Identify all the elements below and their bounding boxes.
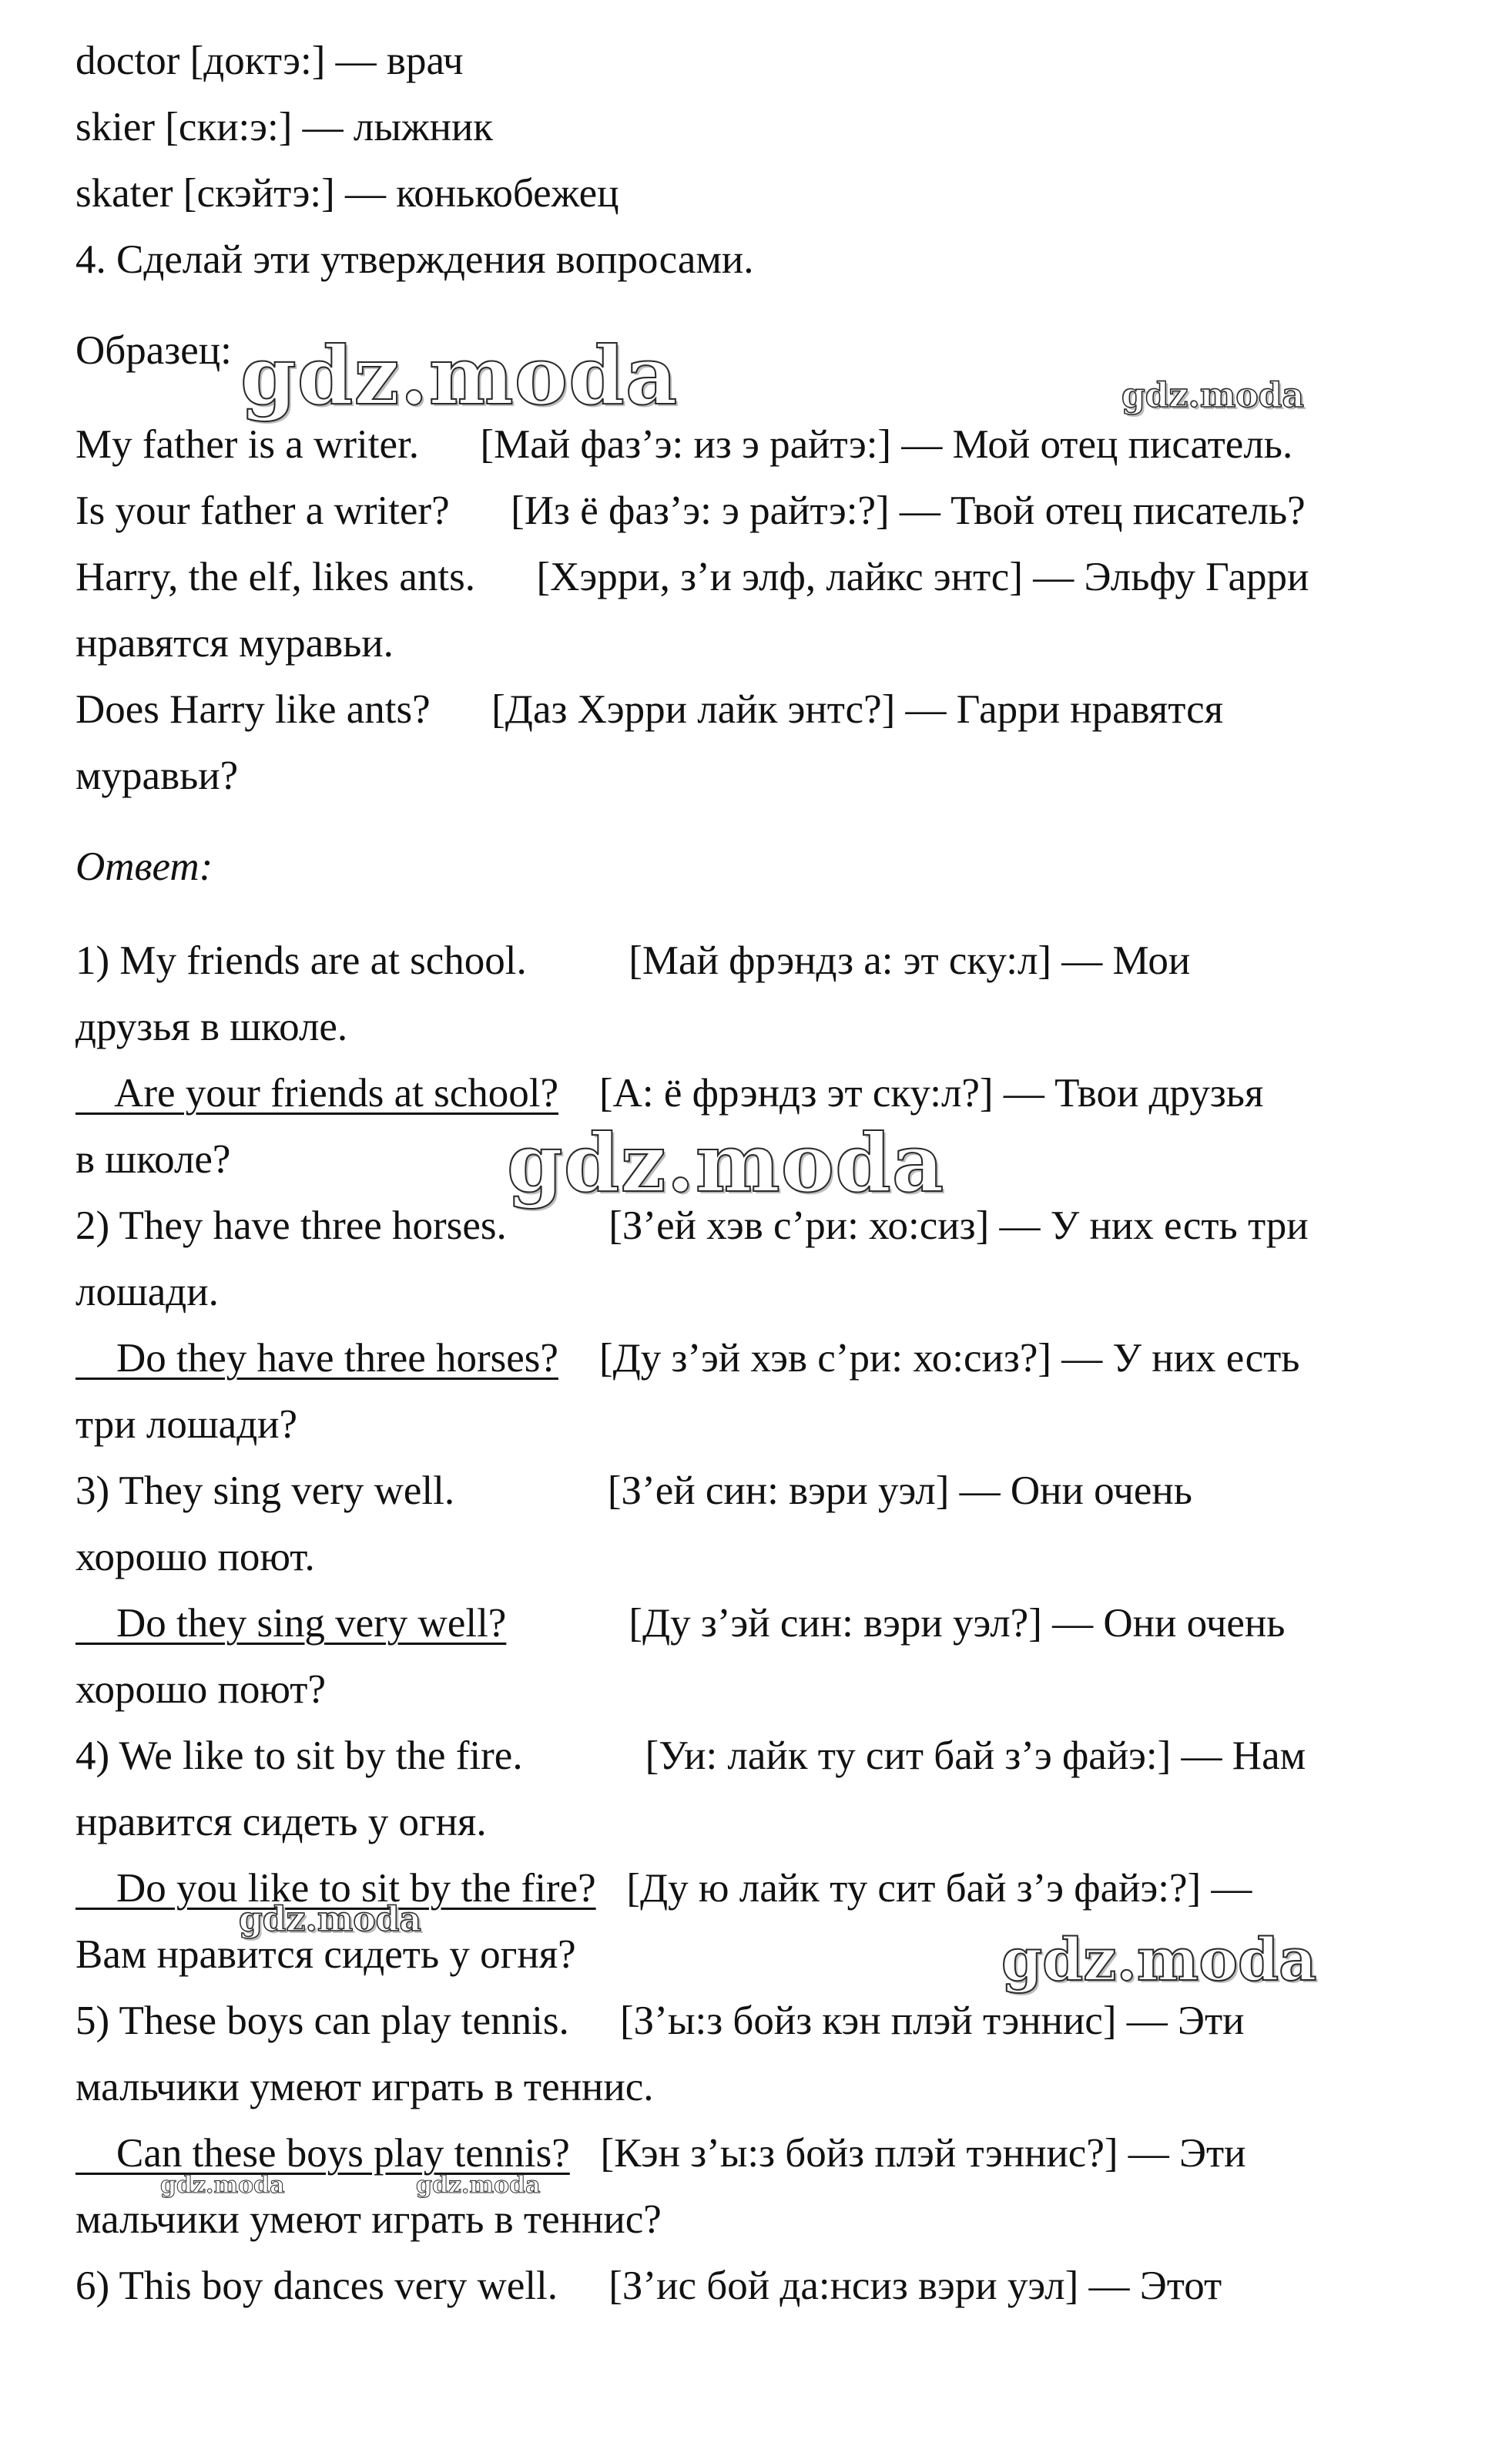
answer-line: 6) This boy dances very well. [З’ис бой да:нсиз вэри уэл] — Этот — [75, 2263, 1222, 2308]
underlined-question: Do they have three horses? — [75, 1336, 558, 1381]
answer-line: лошади. — [75, 1270, 219, 1314]
sample-line: My father is a writer. [Май фаз’э: из э райтэ:] — Мой отец писатель. — [75, 422, 1293, 467]
underlined-question: Do you like to sit by the fire? — [75, 1866, 596, 1911]
sample-line: Is your father a writer? [Из ё фаз’э: э райтэ:?] — Твой отец писатель? — [75, 488, 1306, 533]
underlined-question: Are your friends at school? — [75, 1071, 558, 1116]
answer-line: нравится сидеть у огня. — [75, 1800, 487, 1844]
answer-line: в школе? — [75, 1137, 231, 1182]
sample-line: муравьи? — [75, 753, 239, 798]
question-transcription: [Кэн з’ы:з бойз плэй тэннис?] — Эти — [569, 2131, 1246, 2176]
vocab-line: skater [скэйтэ:] — конькобежец — [75, 171, 619, 216]
sample-line: Harry, the elf, likes ants. [Хэрри, з’и элф, лайкс энтс] — Эльфу Гарри — [75, 555, 1309, 599]
answer-line: мальчики умеют играть в теннис? — [75, 2197, 662, 2242]
answer-question-line — [75, 1069, 1263, 1117]
underlined-question: Can these boys play tennis? — [75, 2131, 570, 2176]
answer-line: три лошади? — [75, 1402, 298, 1447]
answer-line: 3) They sing very well. [З’ей син: вэри уэл] — Они очень — [75, 1468, 1192, 1513]
answer-line: 4) We like to sit by the fire. [Уи: лайк ту сит бай з’э файэ:] — Нам — [75, 1733, 1306, 1778]
question-transcription: [Ду з’эй хэв с’ри: хо:сиз?] — У них есть — [558, 1336, 1300, 1381]
answer-line: Вам нравится сидеть у огня? — [75, 1932, 576, 1977]
question-transcription: [Ду ю лайк ту сит бай з’э файэ:?] — — [595, 1866, 1252, 1911]
task-heading: 4. Сделай эти утверждения вопросами. — [75, 237, 754, 282]
answer-label: Ответ: — [75, 844, 213, 889]
answer-question-line — [75, 1599, 1285, 1647]
answer-line: 5) These boys can play tennis. [З’ы:з бойз кэн плэй тэннис] — Эти — [75, 1998, 1245, 2043]
sample-line: нравятся муравьи. — [75, 621, 394, 666]
vocab-line: skier [ски:э:] — лыжник — [75, 105, 494, 149]
answer-line: 1) My friends are at school. [Май фрэндз а: эт ску:л] — Мои — [75, 938, 1191, 983]
answer-question-line — [75, 2129, 1246, 2177]
answer-line: 2) They have three horses. [З’ей хэв с’ри: хо:сиз] — У них есть три — [75, 1203, 1309, 1248]
vocab-line: doctor [доктэ:] — врач — [75, 39, 464, 83]
watermark: gdz.moda — [1121, 376, 1305, 415]
sample-line: Does Harry like ants? [Даз Хэрри лайк энтс?] — Гарри нравятся — [75, 687, 1224, 732]
sample-label: Образец: — [75, 328, 232, 373]
underlined-question: Do they sing very well? — [75, 1601, 507, 1646]
watermark: gdz.moda — [160, 2172, 285, 2199]
answer-question-line — [75, 1334, 1299, 1382]
question-transcription: [А: ё фрэндз эт ску:л?] — Твои друзья — [558, 1071, 1264, 1116]
answer-line: мальчики умеют играть в теннис. — [75, 2065, 654, 2109]
watermark: gdz.moda — [1001, 1925, 1317, 1994]
watermark: gdz.moda — [507, 1116, 945, 1210]
answer-line: друзья в школе. — [75, 1005, 348, 1049]
watermark: gdz.moda — [240, 328, 679, 423]
watermark: gdz.moda — [239, 1900, 422, 1939]
answer-line: хорошо поют. — [75, 1535, 315, 1579]
question-transcription: [Ду з’эй син: вэри уэл?] — Они очень — [506, 1601, 1286, 1646]
answer-line: хорошо поют? — [75, 1667, 326, 1712]
watermark: gdz.moda — [416, 2172, 541, 2199]
